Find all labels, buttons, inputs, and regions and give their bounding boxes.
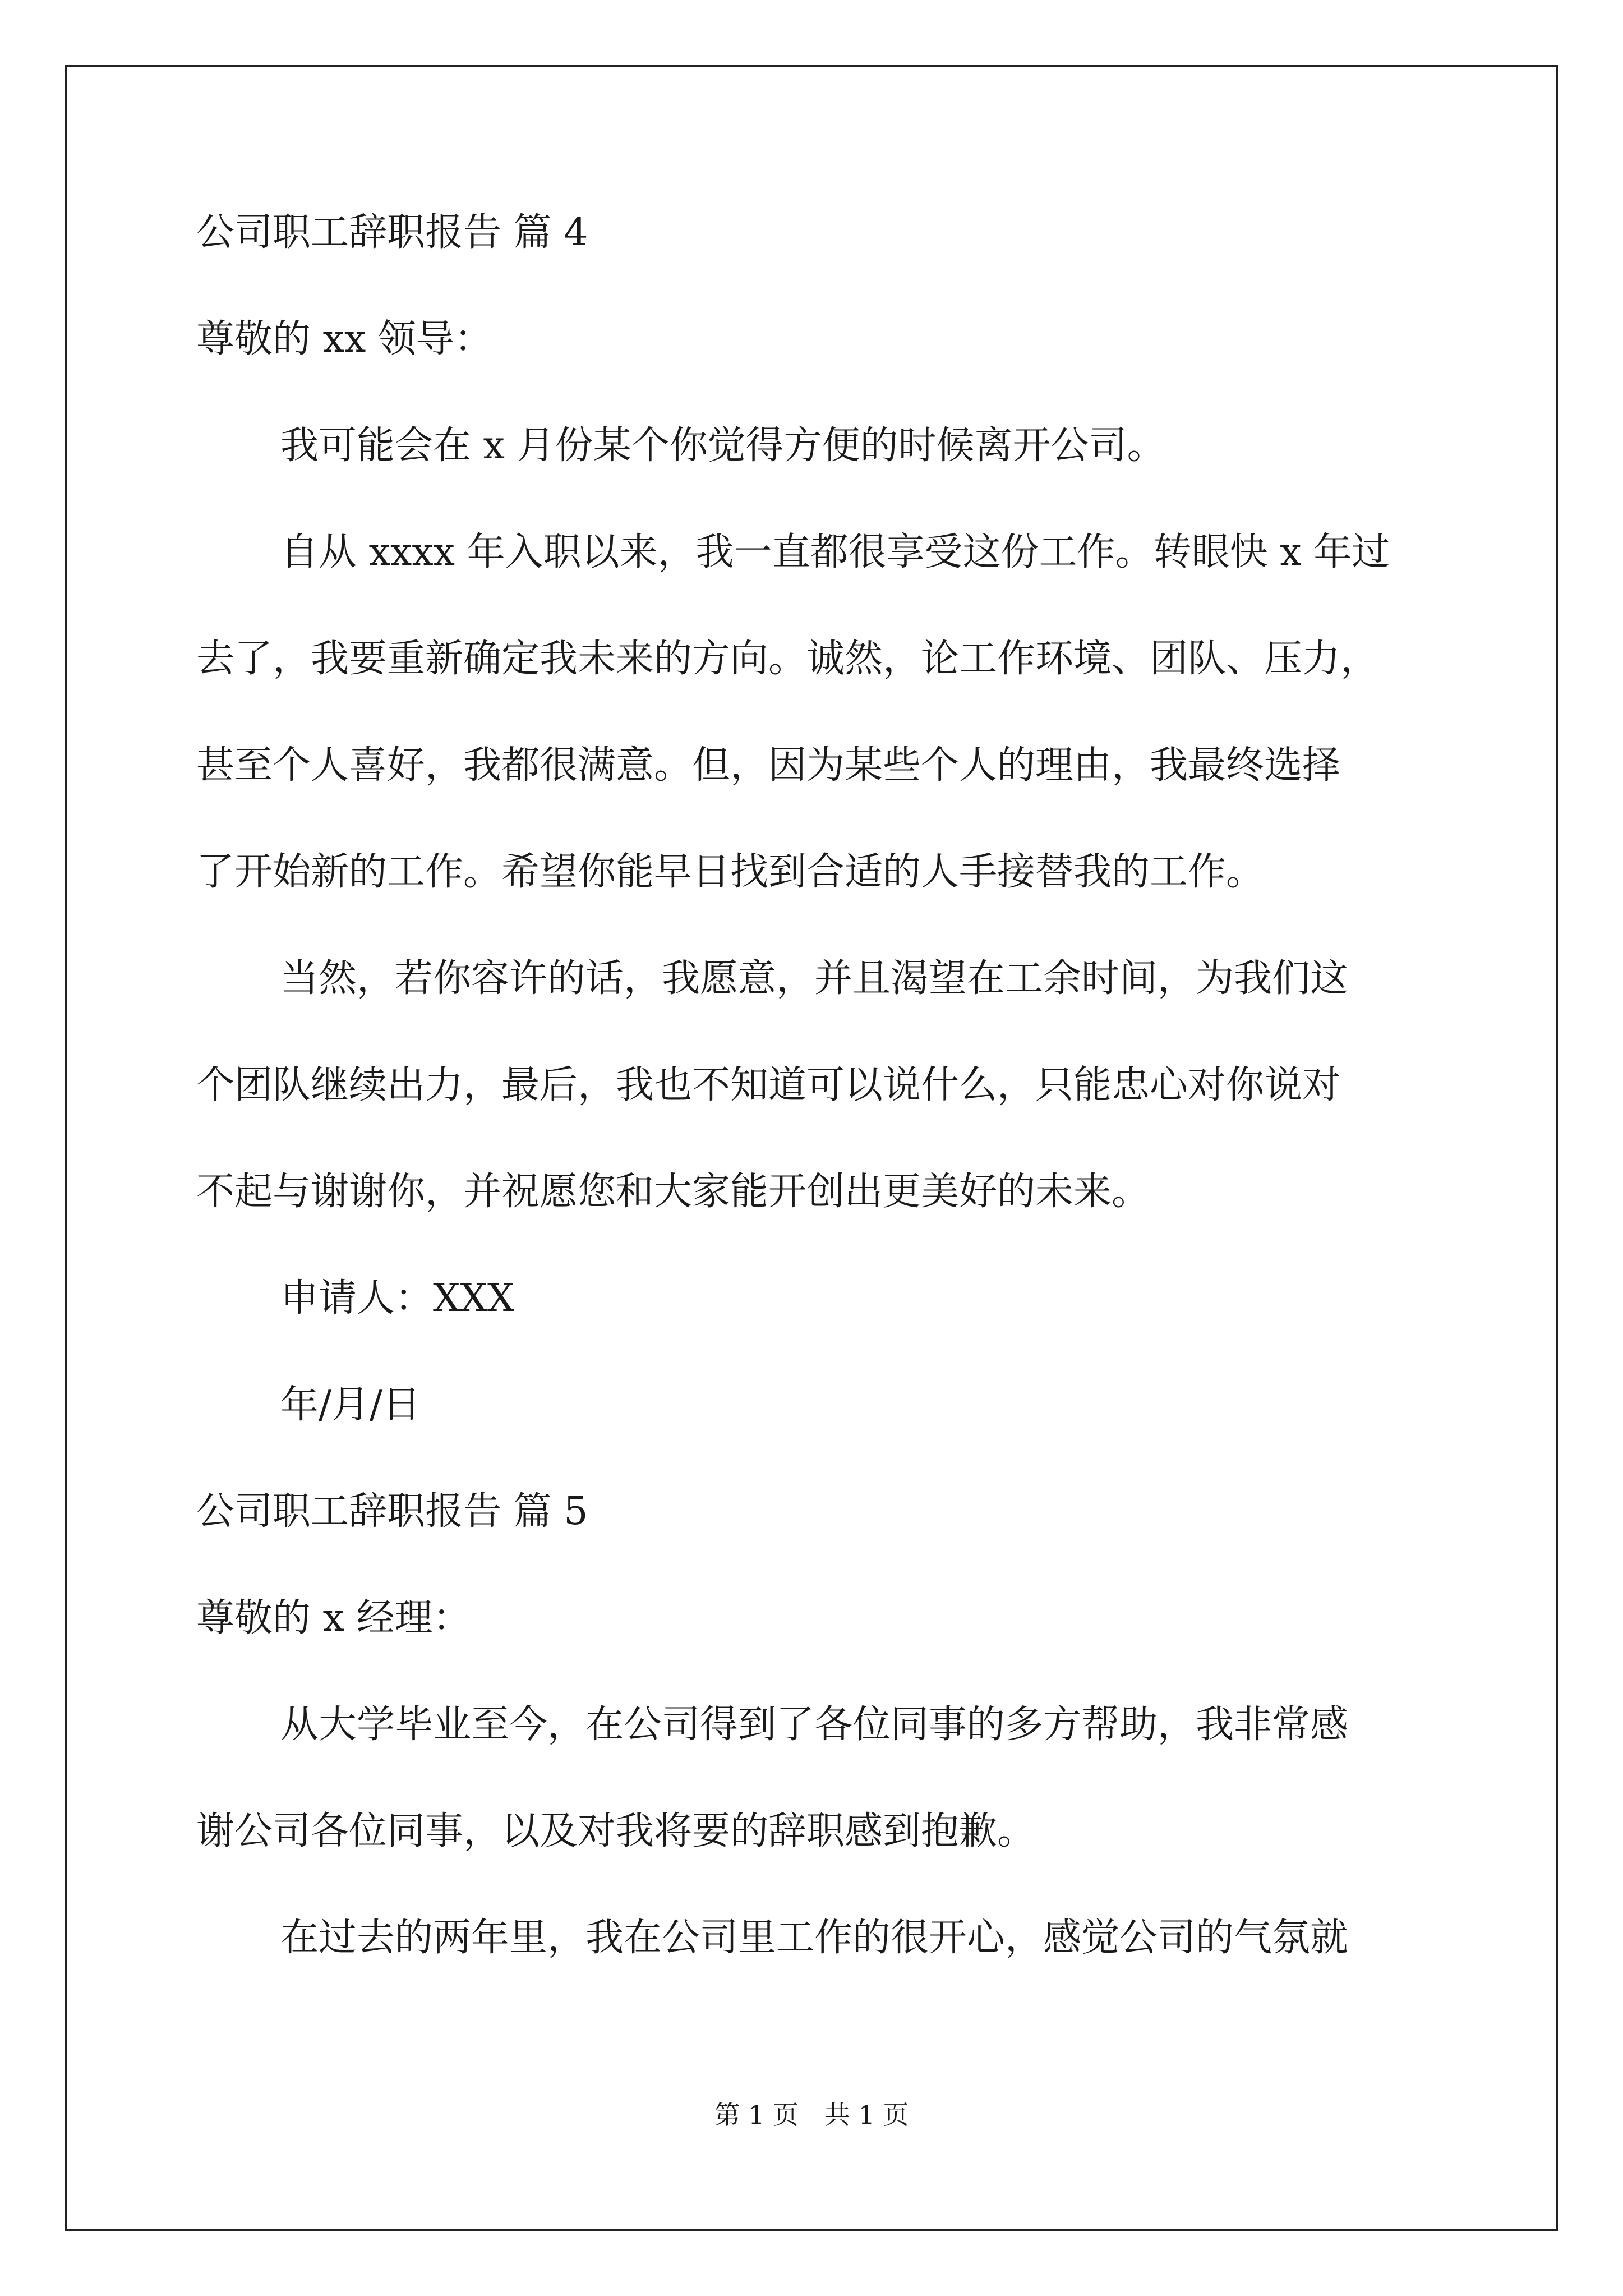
paragraph-line: 了开始新的工作。希望你能早日找到合适的人手接替我的工作。 bbox=[196, 850, 1265, 894]
salutation: 尊敬的 xx 领导： bbox=[196, 317, 492, 361]
paragraph-line: 我可能会在 x 月份某个你觉得方便的时候离开公司。 bbox=[280, 424, 1165, 468]
paragraph-line: 在过去的两年里，我在公司里工作的很开心，感觉公司的气氛就 bbox=[280, 1916, 1349, 1960]
paragraph-line: 个团队继续出力，最后，我也不知道可以说什么，只能忠心对你说对 bbox=[196, 1063, 1341, 1107]
paragraph-line: 从大学毕业至今，在公司得到了各位同事的多方帮助，我非常感 bbox=[280, 1703, 1349, 1747]
paragraph-line: 去了，我要重新确定我未来的方向。诚然，论工作环境、团队、压力， bbox=[196, 637, 1379, 681]
salutation: 尊敬的 x 经理： bbox=[196, 1596, 471, 1640]
paragraph-line: 当然，若你容许的话，我愿意，并且渴望在工余时间，为我们这 bbox=[280, 956, 1349, 1001]
page-number-label: 第 1 页 共 1 页 bbox=[714, 2100, 909, 2130]
paragraph-line: 谢公司各位同事，以及对我将要的辞职感到抱歉。 bbox=[196, 1809, 1036, 1853]
document-body bbox=[196, 180, 1458, 1991]
page-footer bbox=[0, 2098, 1623, 2132]
paragraph-line: 不起与谢谢你，并祝愿您和大家能开创出更美好的未来。 bbox=[196, 1170, 1150, 1214]
date-line: 年/月/日 bbox=[280, 1383, 421, 1427]
section-title: 公司职工辞职报告 篇 4 bbox=[196, 210, 588, 255]
section-title: 公司职工辞职报告 篇 5 bbox=[196, 1489, 588, 1534]
applicant-line: 申请人：XXX bbox=[280, 1276, 515, 1320]
paragraph-line: 自从 xxxx 年入职以来，我一直都很享受这份工作。转眼快 x 年过 bbox=[280, 530, 1390, 574]
paragraph-line: 甚至个人喜好，我都很满意。但，因为某些个人的理由，我最终选择 bbox=[196, 743, 1341, 788]
